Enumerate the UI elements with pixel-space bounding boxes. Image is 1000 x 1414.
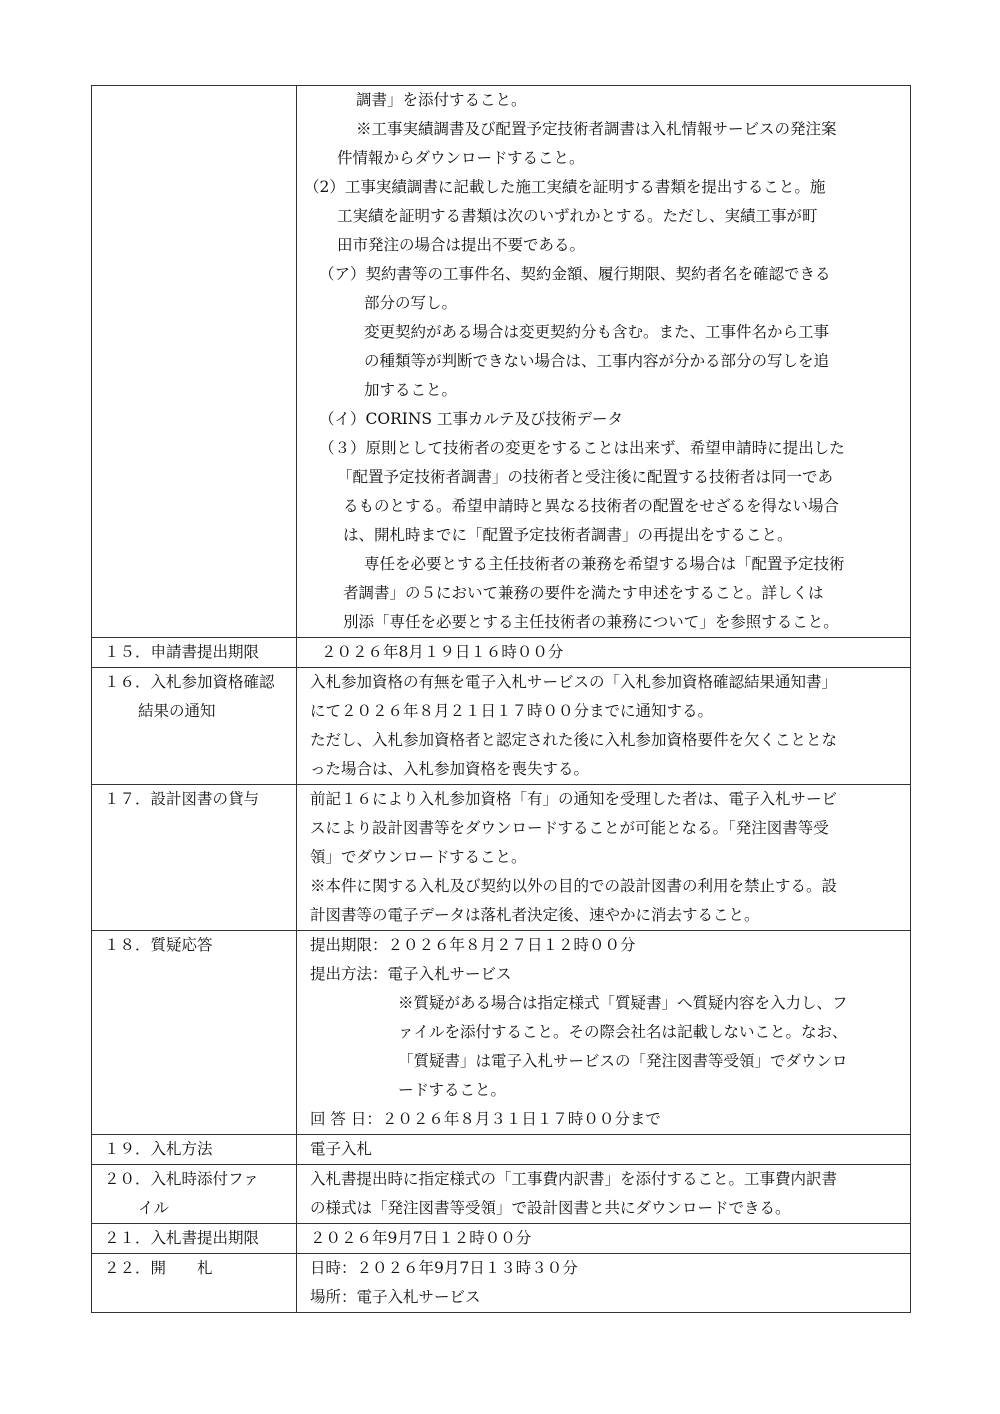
- text-line: 者調書」の５において兼務の要件を満たす申述をすること。詳しくは: [343, 584, 824, 602]
- text-line: ※質疑がある場合は指定様式「質疑書」へ質疑内容を入力し、フ: [398, 994, 848, 1012]
- text-line: 部分の写し。: [364, 294, 458, 312]
- text-line: 「質疑書」は電子入札サービスの「発注図書等受領」でダウンロ: [398, 1052, 848, 1070]
- table-row: [92, 86, 911, 638]
- text-line: 回 答 日：２０２６年８月３１日１７時００分まで: [310, 1110, 661, 1128]
- text-line: 日時：２０２６年9月7日１３時３０分: [310, 1259, 578, 1277]
- row-content-cell: [297, 1135, 911, 1165]
- row-label: １５．申請書提出期限: [104, 643, 260, 661]
- text-line: 前記１６により入札参加資格「有」の通知を受理した者は、電子入札サービ: [310, 790, 838, 808]
- text-line: 領」でダウンロードすること。: [310, 848, 527, 866]
- table-row: [92, 1224, 911, 1254]
- text-line: （ア）契約書等の工事件名、契約金額、履行期限、契約者名を確認できる: [319, 265, 831, 283]
- text-line: 入札書提出時に指定様式の「工事費内訳書」を添付すること。工事費内訳書: [310, 1170, 838, 1188]
- row-content-cell: [297, 86, 911, 638]
- text-line: ２０２６年9月7日１２時００分: [310, 1229, 532, 1247]
- table-row: [92, 1165, 911, 1224]
- text-line: 入札参加資格の有無を電子入札サービスの「入札参加資格確認結果通知書」: [310, 673, 838, 691]
- table-row: [92, 1254, 911, 1313]
- text-line: るものとする。希望申請時と異なる技術者の配置をせざるを得ない場合: [343, 497, 840, 515]
- text-line: 別添「専任を必要とする主任技術者の兼務について」を参照すること。: [343, 613, 839, 631]
- row-label-cell: [92, 668, 297, 785]
- row-content-cell: [297, 931, 911, 1135]
- text-line: （2）工事実績調書に記載した施工実績を証明する書類を提出すること。施: [304, 178, 826, 196]
- text-line: スにより設計図書等をダウンロードすることが可能となる。「発注図書等受: [310, 819, 829, 837]
- row-label: １８．質疑応答: [104, 936, 213, 954]
- row-label-cell: [92, 1165, 297, 1224]
- row-label-cell: [92, 931, 297, 1135]
- row-label: イル: [138, 1199, 170, 1217]
- text-line: （３）原則として技術者の変更をすることは出来ず、希望申請時に提出した: [319, 439, 845, 457]
- row-label-cell: [92, 86, 297, 638]
- row-label-cell: [92, 638, 297, 668]
- text-line: 提出期限：２０２６年８月２７日１２時００分: [310, 936, 636, 954]
- text-line: 加すること。: [364, 381, 458, 399]
- text-line: ードすること。: [398, 1081, 507, 1099]
- text-line: 変更契約がある場合は変更契約分も含む。また、工事件名から工事: [364, 323, 830, 341]
- table-row: [92, 668, 911, 785]
- row-label-cell: [92, 1254, 297, 1313]
- text-line: 「配置予定技術者調書」の技術者と受注後に配置する技術者は同一であ: [337, 468, 834, 486]
- row-content-cell: [297, 1165, 911, 1224]
- text-line: 計図書等の電子データは落札者決定後、速やかに消去すること。: [310, 906, 760, 924]
- row-content-cell: [297, 1224, 911, 1254]
- row-label-cell: [92, 1135, 297, 1165]
- row-label-cell: [92, 785, 297, 931]
- row-label: 結果の通知: [138, 702, 216, 720]
- row-content-cell: [297, 638, 911, 668]
- text-line: ただし、入札参加資格者と認定された後に入札参加資格要件を欠くこととな: [310, 731, 838, 749]
- text-line: 提出方法：電子入札サービス: [310, 965, 512, 983]
- text-line: ァイルを添付すること。その際会社名は記載しないこと。なお、: [398, 1023, 848, 1041]
- text-line: の種類等が判断できない場合は、工事内容が分かる部分の写しを追: [364, 352, 830, 370]
- table-row: [92, 931, 911, 1135]
- text-line: ※本件に関する入札及び契約以外の目的での設計図書の利用を禁止する。設: [310, 877, 838, 895]
- text-line: 専任を必要とする主任技術者の兼務を希望する場合は「配置予定技術: [364, 555, 845, 573]
- text-line: にて２０２６年８月２１日１７時００分までに通知する。: [310, 702, 714, 720]
- row-label-cell: [92, 1224, 297, 1254]
- row-content-cell: [297, 668, 911, 785]
- row-label: ２２．開 札: [104, 1259, 213, 1277]
- text-line: った場合は、入札参加資格を喪失する。: [310, 760, 590, 778]
- text-line: 電子入札: [310, 1140, 373, 1158]
- text-line: は、開札時までに「配置予定技術者調書」の再提出をすること。: [343, 526, 793, 544]
- text-line: 場所：電子入札サービス: [310, 1288, 481, 1306]
- text-line: （イ）CORINS 工事カルテ及び技術データ: [319, 410, 623, 428]
- row-label: １６．入札参加資格確認: [104, 673, 275, 691]
- row-label: １７．設計図書の貸与: [104, 790, 260, 808]
- row-label: ２０．入札時添付ファ: [104, 1170, 259, 1188]
- table-row: [92, 638, 911, 668]
- table-row: [92, 785, 911, 931]
- text-line: の様式は「発注図書等受領」で設計図書と共にダウンロードできる。: [310, 1199, 791, 1217]
- text-line: ※工事実績調書及び配置予定技術者調書は入札情報サービスの発注案: [356, 120, 837, 138]
- row-content-cell: [297, 1254, 911, 1313]
- row-content-cell: [297, 785, 911, 931]
- row-label: １９．入札方法: [104, 1140, 213, 1158]
- text-line: 調書」を添付すること。: [356, 91, 527, 109]
- table-row: [92, 1135, 911, 1165]
- row-label: ２１．入札書提出期限: [104, 1229, 260, 1247]
- text-line: 工実績を証明する書類は次のいずれかとする。ただし、実績工事が町: [337, 207, 818, 225]
- text-line: ２０２６年8月１９日１６時００分: [321, 643, 564, 661]
- text-line: 田市発注の場合は提出不要である。: [337, 236, 586, 254]
- text-line: 件情報からダウンロードすること。: [337, 149, 585, 167]
- document-table: [91, 85, 911, 1313]
